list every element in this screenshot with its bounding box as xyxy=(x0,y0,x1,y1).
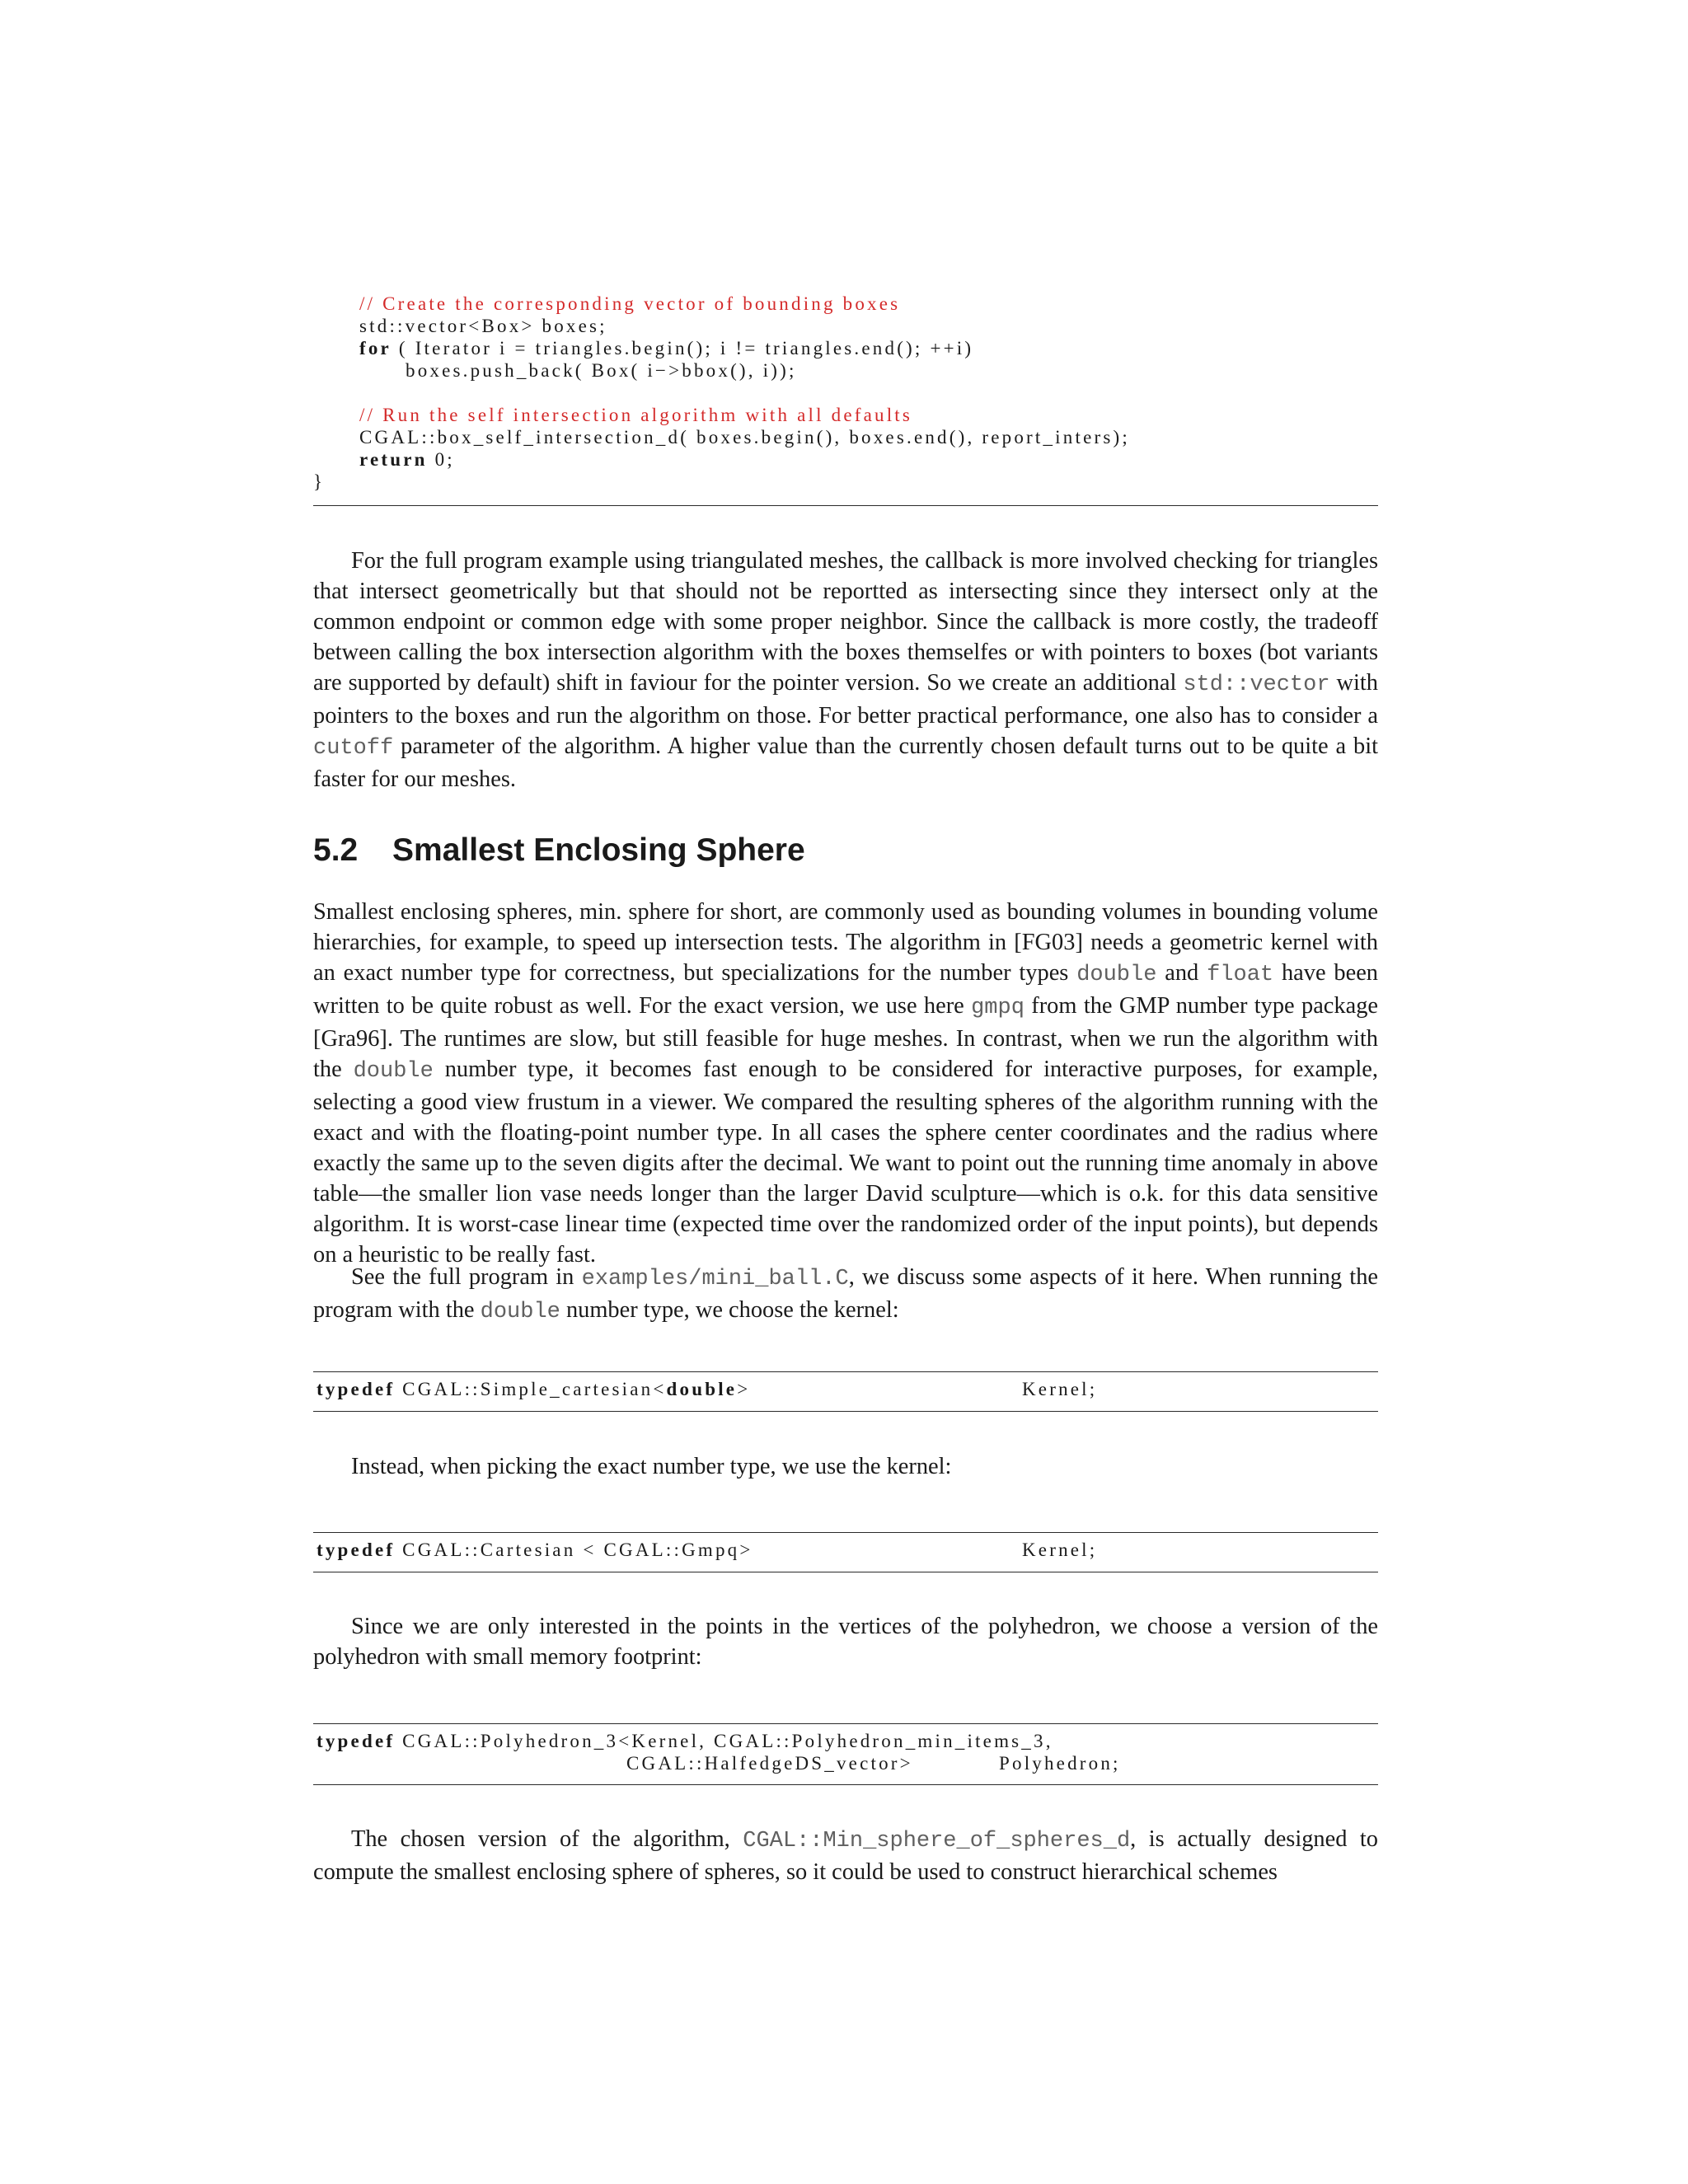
code-text: CGAL::Simple_cartesian< xyxy=(395,1379,667,1399)
code-line xyxy=(316,1378,750,1400)
code-typename: Kernel; xyxy=(1022,1379,1098,1399)
text-run: number type, it becomes fast enough to be considered for interactive purposes, for example, selecting a good view frustum in a viewer. We compared the resulting spheres of the algorithm running with the exact and with the floating-point number type. In all cases the sphere center coordinates and the radius where exactly the same up to the seven digits after the decimal. We want to point out the running time anomaly in above table—the smaller lion vase needs longer than the larger David sculpture—which is o.k. for this data sensitive algorithm. It is worst-case linear time (expected time over the randomized order of the input points), but depends on a heuristic to be really fast. xyxy=(313,1057,1378,1268)
text-run: and xyxy=(1156,960,1207,986)
section-number: 5.2 xyxy=(313,832,359,868)
code-line xyxy=(359,448,455,471)
code-text: CGAL::Cartesian < CGAL::Gmpq> xyxy=(395,1540,753,1560)
inline-code: float xyxy=(1207,963,1274,987)
code-line: } xyxy=(313,471,326,492)
section-title: Smallest Enclosing Sphere xyxy=(392,832,805,868)
inline-code: double xyxy=(480,1300,560,1324)
listing-rule xyxy=(313,1411,1378,1412)
text-run: , we discuss some aspects of it here. When running the program with the xyxy=(313,1264,1378,1323)
inline-code: double xyxy=(353,1059,434,1084)
paragraph xyxy=(313,1824,1378,1887)
code-comment: // Create the corresponding vector of bounding boxes xyxy=(359,293,901,314)
code-line xyxy=(316,1539,753,1561)
code-line: CGAL::box_self_intersection_d( boxes.begin(), boxes.end(), report_inters); xyxy=(359,427,1130,448)
code-text: 0; xyxy=(427,449,455,470)
paragraph xyxy=(313,546,1378,794)
code-line xyxy=(316,1730,1053,1752)
text-run: For the full program example using triangulated meshes, the callback is more involved checking for triangles that intersect geometrically but that should not be reportted as intersecting since they intersect only at the common endpoint or common edge with some proper neighbor. Since the callback is more costly, the tradeoff between calling the box intersection algorithm with the boxes themselfes or with pointers to boxes (bot variants are supported by default) shift in faviour for the pointer version. So we create an additional xyxy=(313,548,1378,696)
listing-rule xyxy=(313,505,1378,506)
inline-code: double xyxy=(1076,963,1157,987)
code-listing-box-intersection xyxy=(313,0,1378,492)
code-keyword: typedef xyxy=(316,1731,396,1751)
paragraph xyxy=(313,1611,1378,1672)
text-run: See the full program in xyxy=(351,1264,582,1290)
code-typename: Kernel; xyxy=(1022,1540,1098,1560)
code-line xyxy=(359,337,973,359)
listing-rule xyxy=(313,1532,1378,1533)
code-keyword: typedef xyxy=(316,1379,396,1399)
code-text: CGAL::Polyhedron_3<Kernel, CGAL::Polyhedron_min_items_3, xyxy=(395,1731,1053,1751)
text-run: The chosen version of the algorithm, xyxy=(351,1826,743,1852)
inline-code: examples/mini_ball.C xyxy=(581,1267,849,1291)
code-keyword: for xyxy=(359,338,392,359)
code-keyword: return xyxy=(359,449,428,470)
text-run: Instead, when picking the exact number type, we use the kernel: xyxy=(351,1454,952,1479)
inline-code: gmpq xyxy=(971,996,1025,1020)
code-text: ( Iterator i = triangles.begin(); i != triangles.end(); ++i) xyxy=(391,338,974,359)
text-run: with pointers to the boxes and run the algorithm on those. For better practical performance, one also has to consider a xyxy=(313,670,1378,729)
listing-rule xyxy=(313,1784,1378,1785)
paper-page xyxy=(313,0,1378,1885)
code-line: CGAL::HalfedgeDS_vector> xyxy=(626,1753,913,1774)
code-typename: Polyhedron; xyxy=(999,1753,1121,1774)
inline-code: cutoff xyxy=(313,736,394,761)
paragraph xyxy=(313,1451,1378,1482)
code-keyword: double xyxy=(666,1379,738,1399)
text-run: have been written to be quite robust as well. For the exact version, we use here xyxy=(313,960,1378,1019)
listing-rule xyxy=(313,1723,1378,1724)
paragraph xyxy=(313,897,1378,1270)
text-run: Smallest enclosing spheres, min. sphere for short, are commonly used as bounding volumes in bounding volume hierarchies, for example, to speed up intersection tests. The algorithm in [FG03] needs a geometric kernel with an exact number type for correctness, but specializations for the number types xyxy=(313,899,1378,986)
text-run: number type, we choose the kernel: xyxy=(560,1297,899,1323)
code-keyword: typedef xyxy=(316,1540,396,1560)
text-run: , is actually designed to compute the smallest enclosing sphere of spheres, so it could be used to construct hierarchical schemes xyxy=(313,1826,1378,1885)
code-line: std::vector<Box> boxes; xyxy=(359,316,607,336)
text-run: parameter of the algorithm. A higher value than the currently chosen default turns out to be quite a bit faster for our meshes. xyxy=(313,733,1378,792)
text-run: Since we are only interested in the points in the vertices of the polyhedron, we choose a version of the polyhedron with small memory footprint: xyxy=(313,1614,1378,1670)
code-text: > xyxy=(737,1379,751,1399)
code-comment: // Run the self intersection algorithm with all defaults xyxy=(359,405,913,425)
inline-code: std::vector xyxy=(1183,673,1330,697)
inline-code: CGAL::Min_sphere_of_spheres_d xyxy=(743,1829,1131,1854)
text-run: from the GMP number type package [Gra96]. The runtimes are slow, but still feasible for huge meshes. In contrast, when we run the algorithm with the xyxy=(313,993,1378,1082)
listing-rule xyxy=(313,1371,1378,1372)
section-heading xyxy=(313,832,805,869)
code-line: boxes.push_back( Box( i−>bbox(), i)); xyxy=(406,360,797,381)
paragraph xyxy=(313,1262,1378,1328)
